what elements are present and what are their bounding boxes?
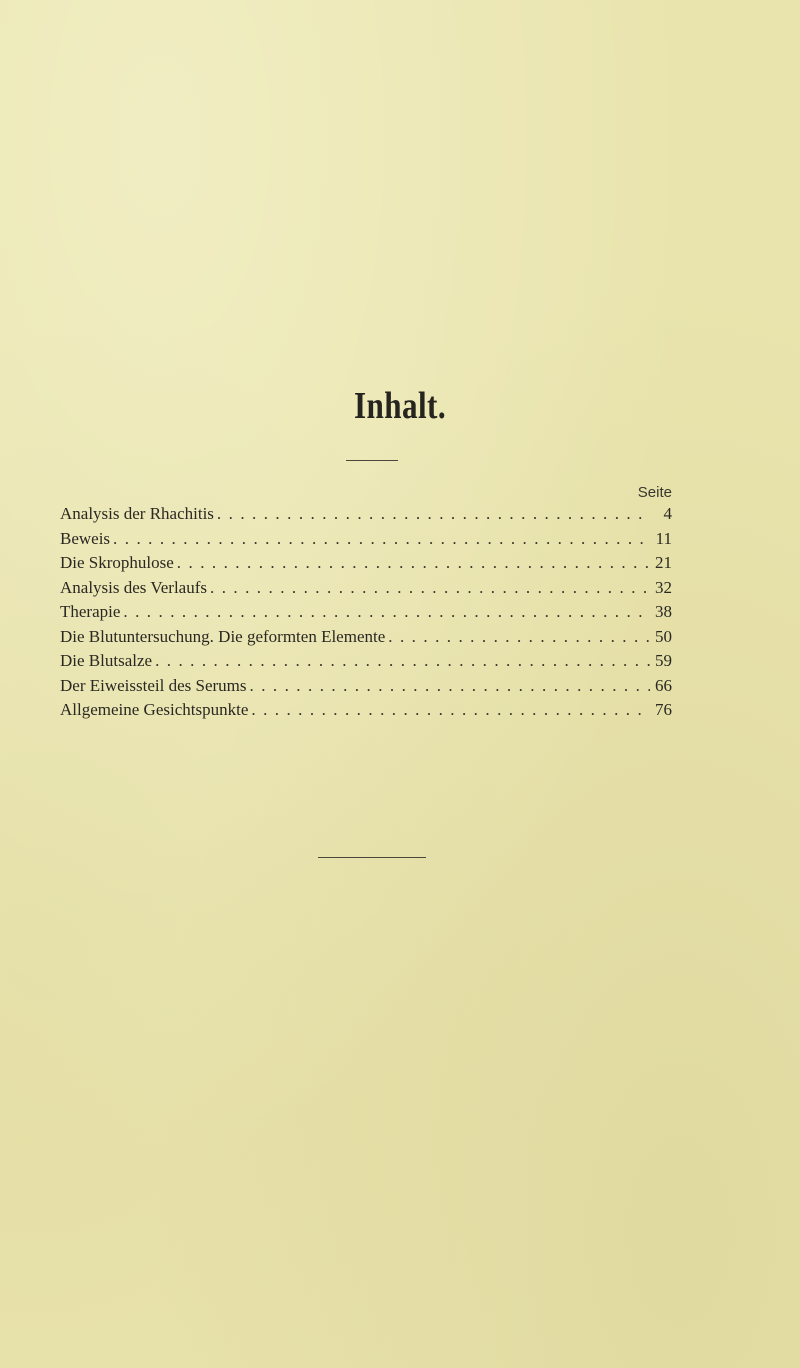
toc-entry bbox=[60, 700, 672, 725]
toc-entry-page: 11 bbox=[655, 528, 672, 548]
toc-entry-page: 76 bbox=[655, 700, 672, 719]
toc-entry-page: 21 bbox=[655, 553, 672, 572]
toc-entry-label: Der Eiweissteil des Serums bbox=[60, 675, 247, 695]
page-column-header: Seite bbox=[637, 484, 672, 501]
toc-entry-label: Die Blutsalze bbox=[60, 651, 153, 670]
toc-entry bbox=[60, 676, 672, 701]
dot-leader bbox=[174, 553, 650, 573]
dot-leader bbox=[152, 651, 650, 671]
toc-entry bbox=[60, 602, 672, 627]
dot-leader bbox=[120, 602, 650, 622]
toc-entry-page: 4 bbox=[663, 504, 672, 523]
toc-entry-page: 50 bbox=[655, 626, 672, 646]
toc-entry-label: Die Skrophulose bbox=[60, 553, 174, 572]
dot-leader bbox=[385, 627, 650, 647]
toc-entry bbox=[60, 553, 672, 578]
toc-entry bbox=[60, 504, 672, 529]
toc-entry bbox=[60, 627, 672, 652]
dot-leader bbox=[207, 578, 650, 598]
title-divider bbox=[346, 460, 398, 461]
toc-entry-label: Allgemeine Gesichtspunkte bbox=[60, 700, 249, 719]
toc-entry-page: 32 bbox=[655, 577, 672, 597]
dot-leader bbox=[247, 676, 651, 696]
toc-entry-page: 66 bbox=[655, 675, 672, 695]
toc-entry-page: 59 bbox=[655, 651, 672, 670]
page-title: Inhalt. bbox=[353, 385, 447, 427]
closing-divider bbox=[318, 857, 426, 858]
toc-entry-label: Die Blutuntersuchung. Die geformten Elemente bbox=[60, 626, 386, 646]
toc-entry-label: Analysis des Verlaufs bbox=[60, 577, 207, 597]
toc-entry-page: 38 bbox=[655, 602, 672, 621]
table-of-contents bbox=[60, 504, 672, 725]
toc-entry-label: Therapie bbox=[60, 602, 121, 621]
toc-entry bbox=[60, 651, 672, 676]
dot-leader bbox=[248, 700, 650, 720]
toc-entry bbox=[60, 529, 672, 554]
dot-leader bbox=[214, 504, 650, 524]
toc-entry-label: Analysis der Rhachitis bbox=[60, 504, 214, 523]
dot-leader bbox=[110, 529, 650, 549]
toc-entry bbox=[60, 578, 672, 603]
toc-entry-label: Beweis bbox=[60, 528, 111, 548]
